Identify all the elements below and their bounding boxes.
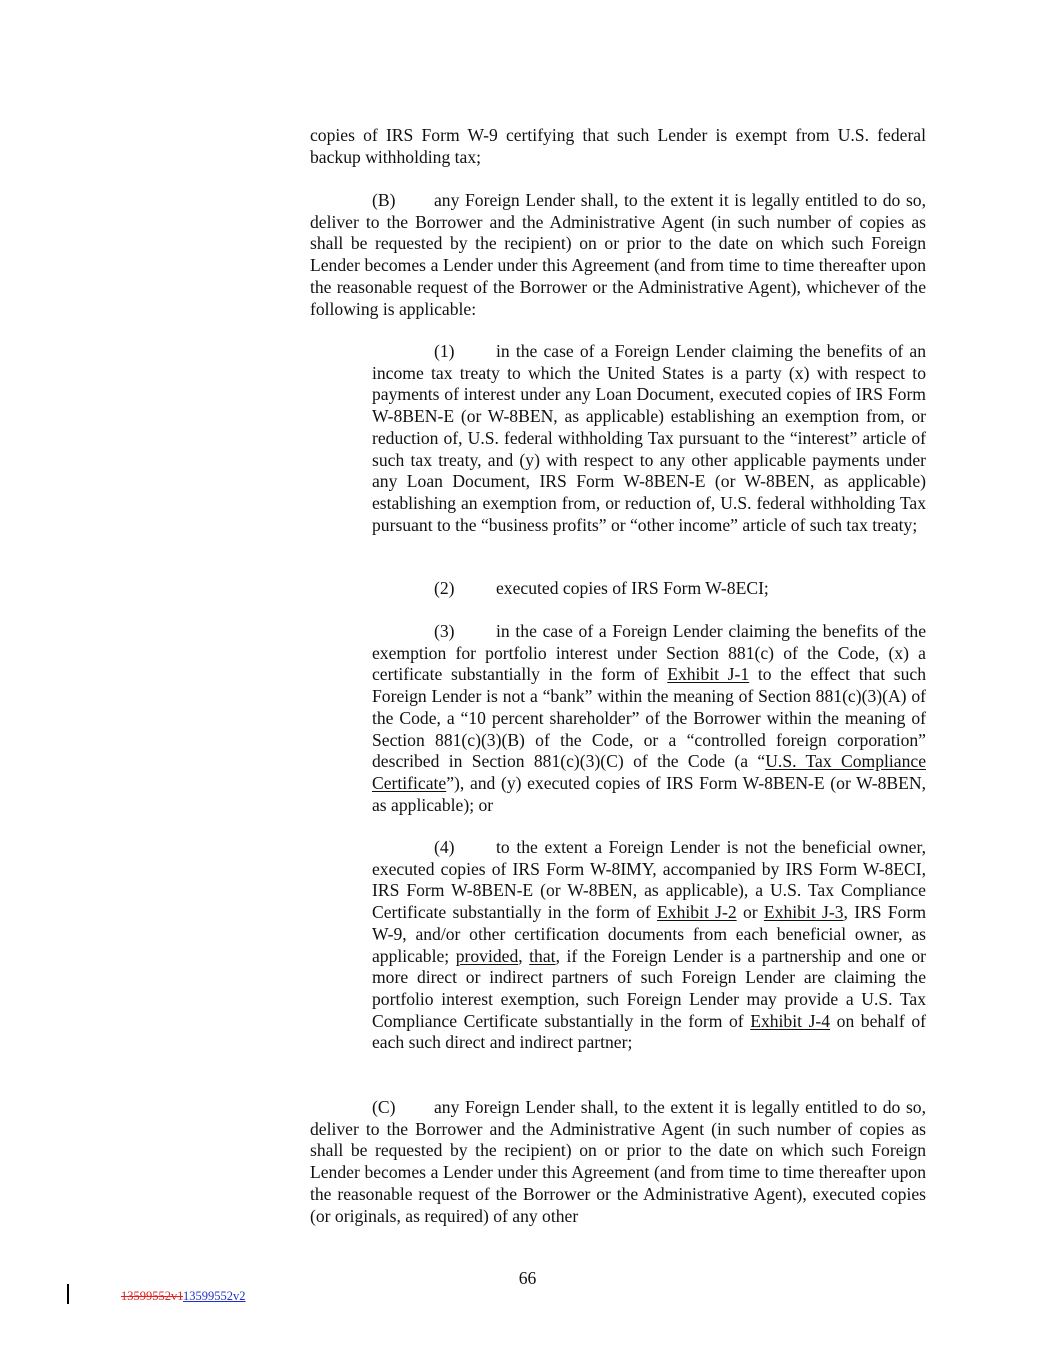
paragraph-c-text: any Foreign Lender shall, to the extent it is legally entitled to do so, deliver to the Borrower and the Administrative Agent (in such number of copies as shall be requested by the recipient) on or prior to the date on which such Foreign Lender becomes a Lender under this Agreement (and from time to time thereafter upon the reasonable request of the Borrower or the Administrative Agent), executed copies (or originals, as required) of any other (310, 1097, 926, 1226)
document-id-deleted: 13599552v1 (121, 1289, 184, 1303)
paragraph-1 (372, 341, 926, 536)
paragraph-3-number: (3) (434, 621, 455, 641)
paragraph-c (310, 1097, 926, 1227)
document-id-inserted: 13599552v2 (183, 1289, 246, 1303)
paragraph-b-number: (B) (372, 190, 396, 210)
paragraph-1-number: (1) (434, 341, 455, 361)
exhibit-j4-reference: Exhibit J-4 (750, 1010, 831, 1031)
paragraph-4-number: (4) (434, 837, 455, 857)
provided-term: provided (455, 945, 519, 966)
paragraph-c-number: (C) (372, 1097, 396, 1117)
document-id (121, 1288, 246, 1304)
us-tax-compliance-certificate-term: U.S. Tax Compliance Certificate (372, 751, 926, 793)
paragraph-intro: copies of IRS Form W-9 certifying that such Lender is exempt from U.S. federal backup withholding tax; (310, 125, 926, 167)
paragraph-b-text: any Foreign Lender shall, to the extent it is legally entitled to do so, deliver to the Borrower and the Administrative Agent (in such number of copies as shall be requested by the recipient) on or prior to the date on which such Foreign Lender becomes a Lender under this Agreement (and from time to time thereafter upon the reasonable request of the Borrower or the Administrative Agent), whichever of the following is applicable: (310, 190, 926, 319)
paragraph-1-text: in the case of a Foreign Lender claiming the benefits of an income tax treaty to which the United States is a party (x) with respect to payments of interest under any Loan Document, executed copies of IRS Form W-8BEN-E (or W-8BEN, as applicable) establishing an exemption from, or reduction of, U.S. federal withholding Tax pursuant to the “interest” article of such tax treaty, and (y) with respect to any other applicable payments under any Loan Document, IRS Form W-8BEN-E (or W-8BEN, as applicable) establishing an exemption from, or reduction of, U.S. federal withholding Tax pursuant to the “business profits” or “other income” article of such tax treaty; (372, 341, 926, 535)
paragraph-2 (372, 578, 926, 600)
paragraph-2-number: (2) (434, 578, 455, 598)
revision-change-bar (67, 1284, 69, 1304)
page-number: 66 (518, 1268, 537, 1288)
exhibit-j3-reference: Exhibit J-3 (763, 902, 844, 923)
exhibit-j1-reference: Exhibit J-1 (667, 664, 750, 685)
that-term: that (529, 945, 556, 966)
paragraph-b (310, 190, 926, 320)
paragraph-3: (3) in the case of a Foreign Lender claiming the benefits of the exemption for portfolio interest under Section 881(c) of the Code, (x) a certificate substantially in the form of Exhibit J-1 to the effect that such Foreign Lender is not a “bank” within the meaning of Section 881(c)(3)(A) of the Code, a “10 percent shareholder” of the Borrower within the meaning of Section 881(c)(3)(B) of the Code, or a “controlled foreign corporation” described in Section 881(c)(3)(C) of the Code (a “U.S. Tax Compliance Certificate”), and (y) executed copies of IRS Form W-8BEN-E (or W-8BEN, as applicable); or (372, 621, 926, 815)
exhibit-j2-reference: Exhibit J-2 (657, 902, 737, 923)
paragraph-4: (4) to the extent a Foreign Lender is not the beneficial owner, executed copies of IRS Form W-8IMY, accompanied by IRS Form W-8ECI, IRS Form W-8BEN-E (or W-8BEN, as applicable), a U.S. Tax Compliance Certificate substantially in the form of Exhibit J-2 or Exhibit J-3, IRS Form W-9, and/or other certification documents from each beneficial owner, as applicable; provided, that, if the Foreign Lender is a partnership and one or more direct or indirect partners of such Foreign Lender are claiming the portfolio interest exemption, such Foreign Lender may provide a U.S. Tax Compliance Certificate substantially in the form of Exhibit J-4 on behalf of each such direct and indirect partner; (372, 837, 927, 1053)
paragraph-2-text: executed copies of IRS Form W-8ECI; (496, 578, 769, 598)
